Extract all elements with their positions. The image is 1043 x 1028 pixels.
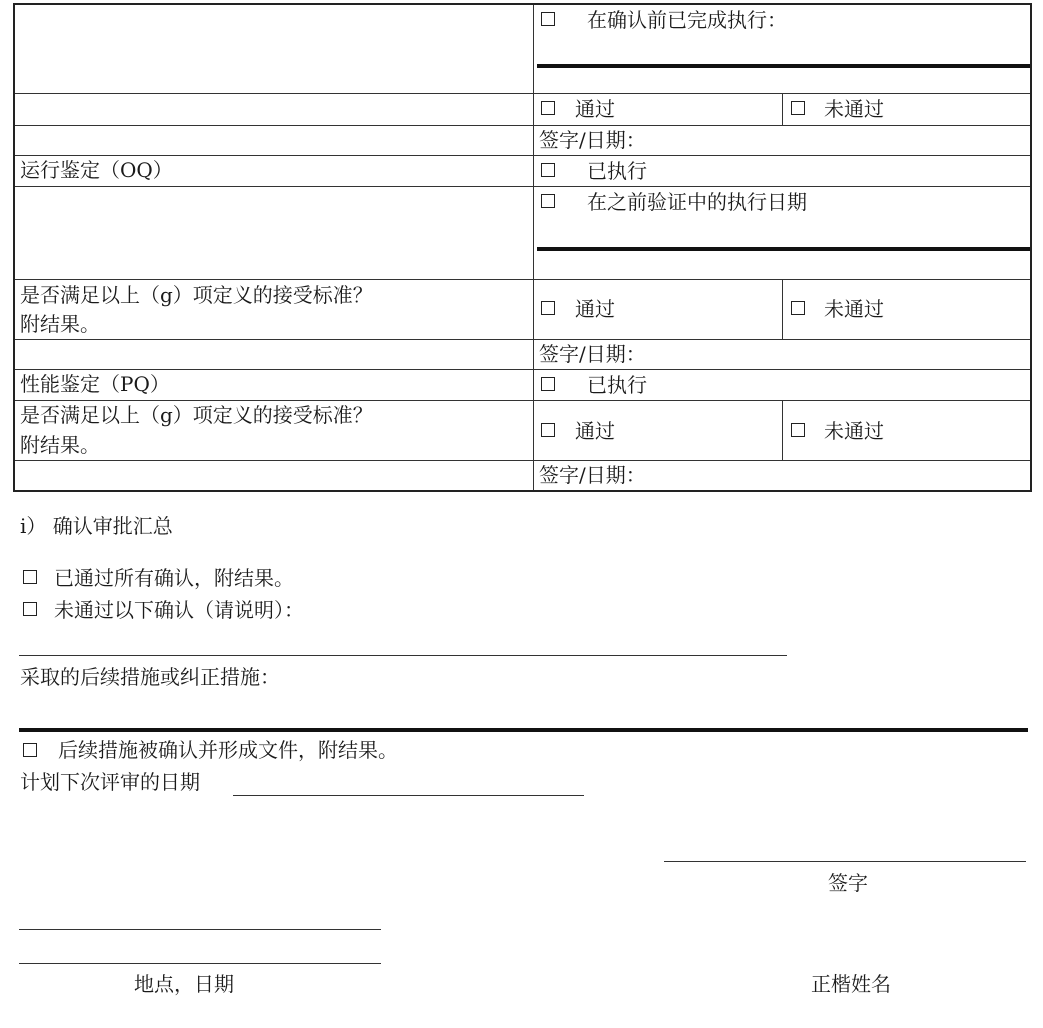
pre-confirm-fill-line[interactable] [537, 64, 1030, 68]
oq-pass-label: 通过 [575, 297, 615, 321]
signature-label: 签字 [828, 871, 868, 895]
pq-label: 性能鉴定（PQ） [20, 372, 170, 396]
place-line-1[interactable] [19, 929, 381, 930]
pq-criteria-question: 是否满足以上（g）项定义的接受标准？ [20, 403, 373, 427]
fail-checkbox-1[interactable] [791, 101, 805, 115]
all-passed-checkbox[interactable] [23, 570, 37, 584]
not-passed-label: 未通过以下确认（请说明）： [54, 598, 304, 622]
pass-checkbox-1[interactable] [541, 101, 555, 115]
followup-label: 采取的后续措施或纠正措施： [20, 665, 280, 689]
oq-fail-label: 未通过 [824, 297, 884, 321]
place-date-label: 地点，日期 [134, 972, 234, 996]
pq-executed-checkbox[interactable] [541, 377, 555, 391]
fail-label-1: 未通过 [824, 97, 884, 121]
signature-date-label-1: 签字/日期： [539, 128, 646, 152]
oq-executed-checkbox[interactable] [541, 163, 555, 177]
next-review-date-line[interactable] [233, 795, 584, 796]
oq-pass-checkbox[interactable] [541, 301, 555, 315]
prior-verification-label: 在之前验证中的执行日期 [587, 190, 807, 214]
pq-fail-checkbox[interactable] [791, 423, 805, 437]
oq-criteria-question: 是否满足以上（g）项定义的接受标准？ [20, 283, 373, 307]
pq-attach-results: 附结果。 [20, 433, 100, 457]
oq-fail-checkbox[interactable] [791, 301, 805, 315]
oq-label: 运行鉴定（OQ） [20, 158, 173, 182]
pass-label-1: 通过 [575, 97, 615, 121]
signature-date-label-3: 签字/日期： [539, 463, 646, 487]
oq-attach-results: 附结果。 [20, 312, 100, 336]
pre-confirm-checkbox[interactable] [541, 12, 555, 26]
followup-fill-line[interactable] [19, 728, 1028, 732]
pq-executed-label: 已执行 [587, 373, 647, 397]
place-date-line[interactable] [19, 963, 381, 964]
pre-confirm-label: 在确认前已完成执行： [587, 8, 787, 32]
followup-confirmed-checkbox[interactable] [23, 743, 37, 757]
pq-pass-label: 通过 [575, 419, 615, 443]
signature-line[interactable] [664, 861, 1026, 862]
next-review-label: 计划下次评审的日期 [20, 770, 200, 794]
prior-verification-fill-line[interactable] [537, 247, 1030, 251]
pq-fail-label: 未通过 [824, 419, 884, 443]
followup-confirmed-label: 后续措施被确认并形成文件，附结果。 [58, 738, 398, 762]
pq-pass-checkbox[interactable] [541, 423, 555, 437]
print-name-label: 正楷姓名 [811, 972, 891, 996]
summary-heading: i） 确认审批汇总 [20, 514, 173, 538]
signature-date-label-2: 签字/日期： [539, 342, 646, 366]
prior-verification-checkbox[interactable] [541, 194, 555, 208]
not-passed-checkbox[interactable] [23, 602, 37, 616]
oq-executed-label: 已执行 [587, 159, 647, 183]
not-passed-explanation-line[interactable] [19, 655, 787, 656]
all-passed-label: 已通过所有确认，附结果。 [54, 566, 294, 590]
